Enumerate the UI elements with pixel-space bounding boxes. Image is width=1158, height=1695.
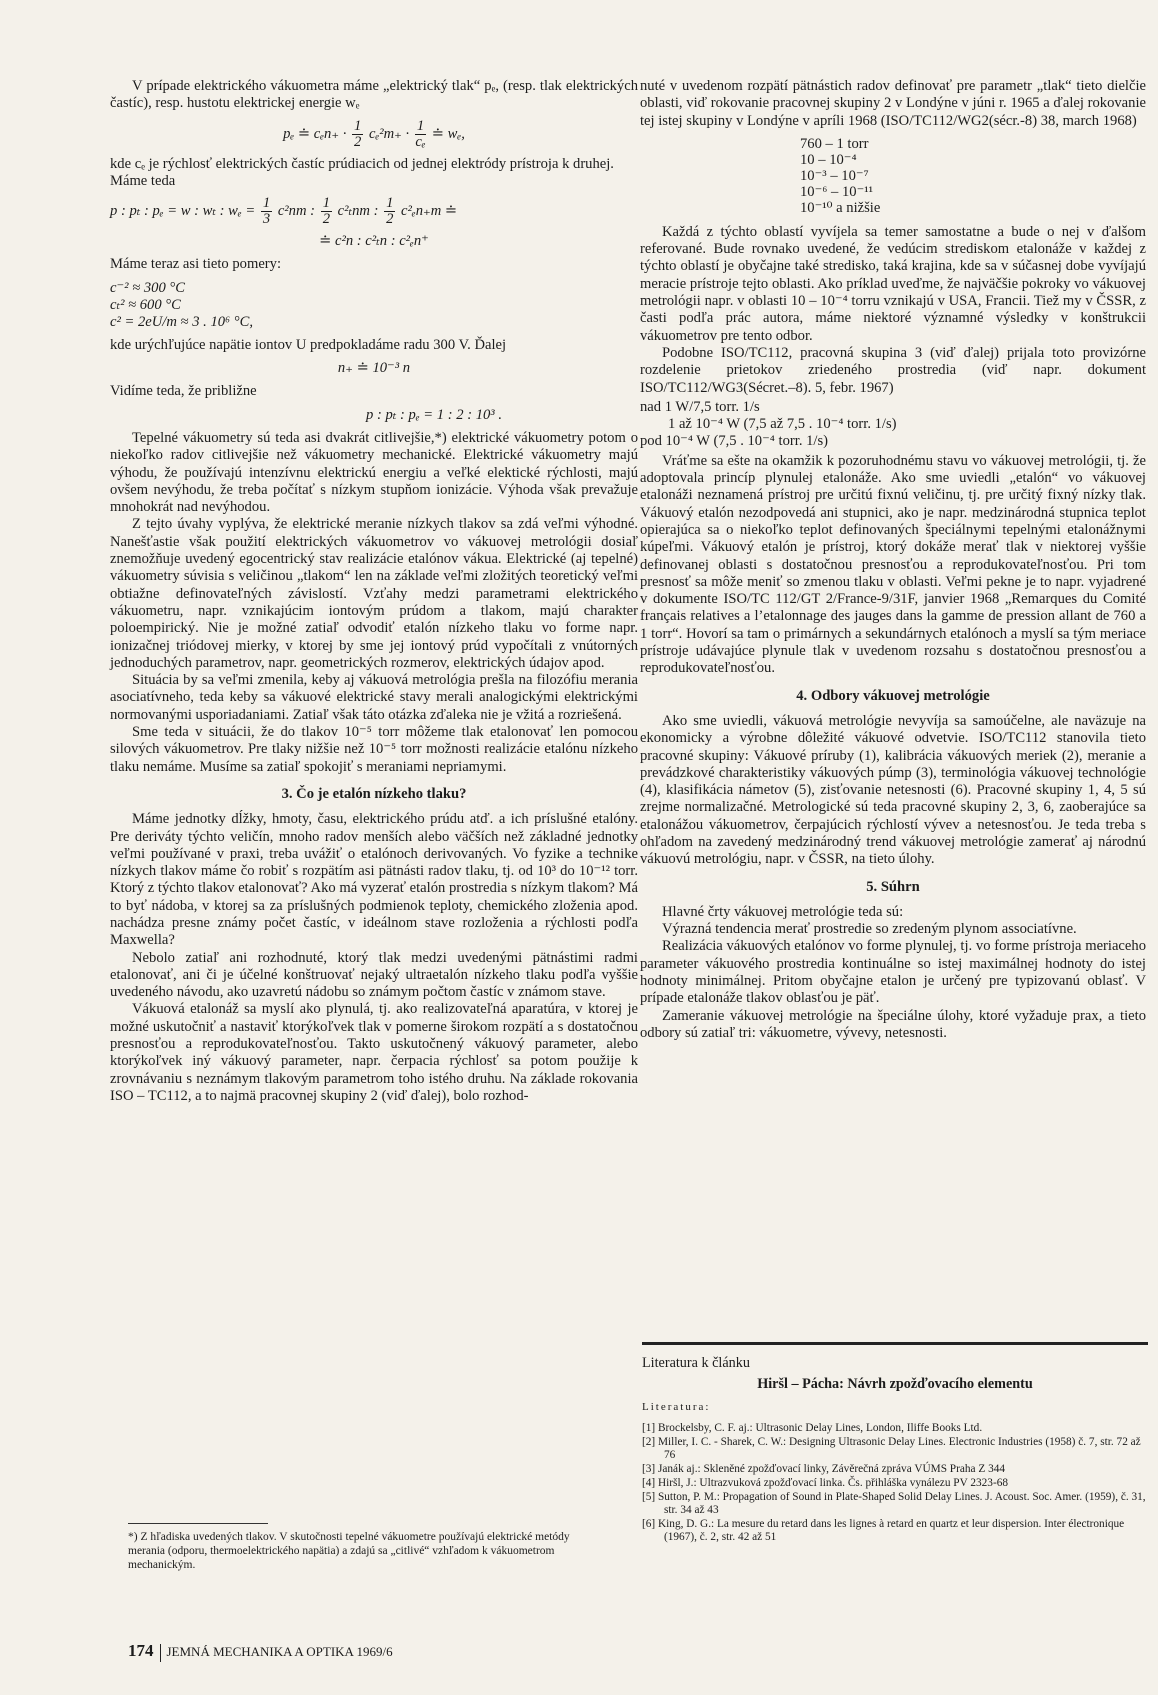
footnote: *) Z hľadiska uvedených tlakov. V skutočnosti tepelné vákuometre používajú elektrické metódy merania (odporu, thermoelektrického napätia) a zdajú sa „citlivé“ vzhľadom k vákuometrom mechanickým. [128, 1531, 570, 1571]
literature-label: Literatura: [642, 1401, 711, 1413]
fraction: $\frac{1}{\text{cₑ}}$ [415, 117, 426, 150]
journal-name: JEMNÁ MECHANIKA A OPTIKA 1969/6 [166, 1644, 393, 1659]
range-item: 10 – 10⁻⁴ [800, 151, 857, 168]
paragraph: Realizácia vákuových etalónov vo forme plynulej, tj. vo forme prístroja meriaceho parameter vákuového prostredia kontinuálne so istej maximálnej hodnoty do istej hodnoty minimálnej. Pritom obyčajne etalon je určený pre typizovanú oblasť. V prípade etalonáže tlakov oblasťou je päť. [640, 938, 1146, 1007]
condition: c² = 2eU/m ≈ 3 . 10⁶ °C, [110, 313, 253, 330]
literature-title: Hiršl – Pácha: Návrh zpožďovacího elementu [757, 1376, 1033, 1392]
equation-energy: pₑ ≐ cₑn₊ · $\frac{1}{2}$ cₑ²m₊ · $\frac{1}{\text{cₑ}}$ ≐ wₑ, [283, 117, 465, 150]
fraction: $\frac{1}{2}$ [354, 117, 362, 150]
paragraph: Sme teda v situácii, že do tlakov 10⁻⁵ torr môžeme tlak etalonovať len pomocou silových vákuometrov. Pre tlaky nižšie než 10⁻⁵ torr možnosti realizácie etalónu nízkeho tlaku nemáme. Musíme sa zatiaľ spokojiť s meraniami nepriamymi. [110, 724, 638, 775]
equation-ions: n₊ ≐ 10⁻³ n [337, 360, 411, 377]
reference-item: [1] Brockelsby, C. F. aj.: Ultrasonic Delay Lines, London, Iliffe Books Ltd. [642, 1422, 983, 1434]
condition-list [110, 280, 638, 331]
footnote-rule [128, 1523, 268, 1524]
page-number: 174 [128, 1641, 154, 1660]
literature-intro: Literatura k článku [642, 1355, 750, 1371]
pressure-ranges [800, 136, 1146, 216]
paragraph: Ako sme uviedli, vákuová metrológie nevyvíja sa samoúčelne, ale naväzuje na ekonomicky a výrobne dôležité vákuové odvetvie. ISO/TC112 stanovila tieto pracovné skupiny: Vákuové príruby (1), kalibrácia vákuových meriek (2), meranie a prevádzkové charakteristiky vákuových púmp (3), terminológia vákuovej technológie (4), klasifikácia námetov (5), zisťovanie netesnosti (6). Pracovné skupiny 1, 4, 5 sú zrejme normalizačné. Metrologické sú teda pracovné skupiny 2, 3, 6, zaoberajúce sa etalonážou vákuometrov, čerpajúcich rýchlostí vývev a netesnosťou. Je teda treba s ohľadom na zavedený medzinárodný trend vákuovej metrológie zamerať aj národnú vákuovú metrológiu, napr. v ČSSR, na tieto úlohy. [640, 712, 1146, 868]
paragraph: Máme jednotky dĺžky, hmoty, času, elektrického prúdu atď. a ich príslušné etalóny. Pre deriváty týchto veličín, mnoho radov menších alebo väčších než základné jednotky veľmi používané v praxi, treba uvážiť o etalónoch derivovaných. Vo fyzike a technike nízkych tlakov máme čo robiť s rozpätím asi pätnásti radov tlaku, tj. od 10³ do 10⁻¹² torr. Ktorý z týchto tlakov etalonovať? Ako má vyzerať etalón prostredia s nízkym tlakom? Má to byť nádoba, v ktorej sa za príslušných podmienok teploty, chemického zloženia apod. nachádza presne známy počet častíc, v ideálnom stave rozloženia a rýchlosti podľa Maxwella? [110, 811, 638, 949]
paragraph: Zameranie vákuovej metrológie na špeciálne úlohy, ktoré vyžaduje prax, a tieto odbory sú zatiaľ tri: vákuometre, vývevy, netesnosti. [640, 1007, 1146, 1041]
reference-item: [4] Hiršl, J.: Ultrazvuková zpožďovací linka. Čs. přihláška vynálezu PV 2323-68 [642, 1477, 1009, 1489]
page-footer [128, 1641, 393, 1662]
fraction: $\frac{1}{2}$ [386, 195, 394, 228]
flow-ranges [640, 399, 1146, 451]
left-column [110, 78, 638, 1105]
reference-item: [6] King, D. G.: La mesure du retard dans les lignes à retard en quartz et leur dispersion. Inter électronique (1967), č. 2, str. 42 až 51 [642, 1518, 1125, 1543]
right-column [640, 78, 1146, 1042]
reference-item: [3] Janák aj.: Skleněné zpožďovací linky, Závěrečná zpráva VÚMS Praha Z 344 [642, 1463, 1006, 1475]
fraction: $\frac{1}{3}$ [262, 195, 271, 228]
reference-item: [5] Sutton, P. M.: Propagation of Sound in Plate-Shaped Solid Delay Lines. J. Acoust. Soc. Amer. (1959), č. 31, str. 34 až 43 [642, 1491, 1146, 1516]
range-item: 10⁻³ – 10⁻⁷ [800, 167, 869, 184]
fraction: $\frac{1}{2}$ [322, 195, 330, 228]
condition: cₜ² ≈ 600 °C [110, 296, 181, 313]
paragraph: Podobne ISO/TC112, pracovná skupina 3 (viď ďalej) prijala toto provizórne rozdelenie prietokov zriedeného prostredia (viď napr. dokument ISO/TC112/WG3(Sécret.–8). 5, febr. 1967) [640, 344, 1146, 396]
paragraph: Výrazná tendencia merať prostredie so zredeným plynom associatívne. [662, 921, 1077, 938]
condition: c⁻² ≈ 300 °C [110, 279, 185, 296]
paragraph: Situácia by sa veľmi zmenila, keby aj vákuová metrológia prešla na filozófiu merania asociatívneho, teda keby sa vákuové elektrické stavy merali analogickými elektrickými normovanými usporiadaniami. Zatiaľ však táto otázka zďaleka nie je vžitá a rozriešená. [110, 672, 638, 723]
paragraph: Vráťme sa ešte na okamžik k pozoruhodnému stavu vo vákuovej metrológii, tj. že adoptovala princíp plynulej etalonáže. Ako sme uviedli „etalón“ vo vákuovej etalonáži neznamená prístroj pre určitú fixnú veličinu, tj. pre určitý fixný nízky tlak. Vákuový etalón nezodpovedá ani stupnici, ako je napr. medzinárodná stupnica teplot opierajúca sa o niekoľko teplot definovaných špeciálnymi tepelnými etalonážnymi kúpeľmi. Vákuový etalón je prístroj, ktorý dokáže merať tlak v niektorej vyššie definovanej oblasti s dostatočnou presnosťou a reprodukovateľnosťou. Pri tom presnosť sa môže meniť so zmenou tlaku v oblasti. Veľmi pekne je to napr. vyjadrené v dokumente ISO/TC 112/GT 2/France-9/31F, janvier 1968 „Remarques du Comité français relatives a l’etalonnage des jauges dans la gamme de pression allant de 760 a 1 torr“. Hovorí sa tam o primárnych a sekundárnych etalónoch a myslí sa tým meriace prístroje udávajúce plynule tlak v uvedenom rozsahu s dostatočnou presnosťou a reprodukovateľnosťou. [640, 452, 1146, 677]
reference-list [642, 1422, 1148, 1544]
section-heading: 4. Odbory vákuovej metrológie [796, 687, 990, 704]
range-item: 760 – 1 torr [800, 135, 869, 152]
range-item: 10⁻¹⁰ a nižšie [800, 199, 881, 216]
literature-box [642, 1355, 1148, 1545]
paragraph: Máme teda [110, 172, 176, 189]
equation-ratio: p : pₜ : pₑ = w : wₜ : wₑ = $\frac{1}{3}$ c²nm : $\frac{1}{2}$ c²ₜnm : $\frac{1}{2}$ c²ₑn₊m ≐ [110, 195, 458, 228]
paragraph: Máme teraz asi tieto pomery: [110, 256, 282, 273]
equation-result: p : pₜ : pₑ = 1 : 2 : 10³ . [366, 406, 502, 423]
reference-item: [2] Miller, I. C. - Sharek, C. W.: Designing Ultrasonic Delay Lines. Electronic Industries (1958) č. 7, str. 72 až 76 [642, 1436, 1141, 1461]
paragraph: Nebolo zatiaľ ani rozhodnuté, ktorý tlak medzi uvedenými pätnástimi radmi etalonovať, ani či je účelné konštruovať nejaký ultraetalón nízkeho tlaku podľa vyššie uvedeného návodu, ako uzavretú nádobu so známym počtom častíc v známom stave. [110, 949, 638, 1001]
equation-ratio-cont: ≐ c²n : c²ₜn : c²ₑn⁺ [319, 233, 429, 250]
paragraph: Vidíme teda, že približne [110, 383, 257, 400]
paragraph: nuté v uvedenom rozpätí pätnástich radov definovať pre parametr „tlak“ tieto dielčie oblasti, viď rokovanie pracovnej skupiny 2 v Londýne v júni r. 1965 a ďalej rokovanie tej istej skupiny v Londýne v apríli 1968 (ISO/TC112/WG2(sécr.-8) 38, march 1968) [640, 78, 1146, 129]
paragraph: kde cₑ je rýchlosť elektrických častíc prúdiacich od jednej elektródy prístroja k druhej. [110, 155, 614, 172]
footer-divider [160, 1644, 161, 1662]
paragraph: Každá z týchto oblastí vyvíjela sa temer samostatne a bude o nej v ďalšom referované. Bude rovnako uvedené, že vedúcim strediskom etalonáže v každej z týchto oblastí je obyčajne také stredisko, taká krajina, kde sa v súčasnej dobe vyvíjajú meracie prístroje tejto oblasti. Ako príklad uveďme, že najväčšie pokroky vo vákuovej metrológii napr. v oblasti 10 – 10⁻⁴ torru vznikajú v USA, Francii. Tiež my v ČSSR, z časti podľa prác autora, máme niektoré významné výsledky v konštrukcii vákuometrov pre tento odbor. [640, 223, 1146, 344]
paragraph: Tepelné vákuometry sú teda asi dvakrát citlivejšie,*) elektrické vákuometry potom o niekoľko radov citlivejšie než vákuometry mechanické. Elektrické vákuometry majú výhodu, že používajú intenzívnu elektrickú energiu a veľké elektické rýchlosti, majú ovšem nevýhodu, že treba počítať s nízkym stupňom ionizácie. Výhoda však prevažuje mnohokrát nad nevýhodou. [110, 429, 638, 516]
paragraph: Hlavné črty vákuovej metrológie teda sú: [662, 903, 904, 920]
paragraph: kde urýchľujúce napätie iontov U predpokladáme radu 300 V. Ďalej [110, 336, 507, 353]
paragraph: Vákuová etalonáž sa myslí ako plynulá, tj. ako realizovateľná aparatúra, v ktorej je možné uskutočniť a nastaviť ktorýkoľvek tlak v pomerne širokom rozpätí a s dostatočnou presnosťou a reprodukovateľnosťou. Takto uskutočnený vákuový parameter, alebo ktorýkoľvek iný vákuový parameter, napr. čerpacia rýchlosť sa potom použije k zrovnávaniu s neznámym tlakovým parametrom toho istého druhu. Na základe rokovania ISO – TC112, a to najmä pracovnej skupiny 2 (viď ďalej), bolo rozhod- [110, 1001, 638, 1104]
section-heading: 3. Čo je etalón nízkeho tlaku? [281, 785, 467, 802]
flow-item: nad 1 W/7,5 torr. 1/s [640, 398, 760, 415]
paragraph: V prípade elektrického vákuometra máme „elektrický tlak“ pₑ, (resp. tlak elektrických častíc), resp. hustotu elektrickej energie wₑ [110, 78, 638, 112]
flow-item: 1 až 10⁻⁴ W (7,5 až 7,5 . 10⁻⁴ torr. 1/s) [668, 416, 897, 433]
flow-item: pod 10⁻⁴ W (7,5 . 10⁻⁴ torr. 1/s) [640, 433, 829, 450]
range-item: 10⁻⁶ – 10⁻¹¹ [800, 183, 874, 200]
paragraph: Z tejto úvahy vyplýva, že elektrické meranie nízkych tlakov sa zdá veľmi výhodné. Nanešťastie však použití elektrických vákuometrov vo vákuovej metrológii dosiaľ znemožňuje uvedený egocentrický stav realizácie etalónov vákua. Elektrické (aj tepelné) vákuometry súvisia s veličinou „tlakom“ len na základe veľmi zložitých teoretický veľmi obtiažne definovateľných závislostí. Vzťahy medzi parametrami elektrického vákuometru, napr. vznikajúcim iontovým prúdom a tlakom, majú charakter poloempirický. Nie je možné zatiaľ odvodiť etalón nízkeho tlaku vo forme napr. ionizačnej triódovej mierky, v ktorej by sme jej iontový prúd vypočítali z vnútorných jednoduchých parametrov, napr. geometrických rozmerov, elektrických údajov apod. [110, 516, 638, 671]
section-heading: 5. Súhrn [866, 878, 920, 895]
literature-rule [642, 1342, 1148, 1345]
